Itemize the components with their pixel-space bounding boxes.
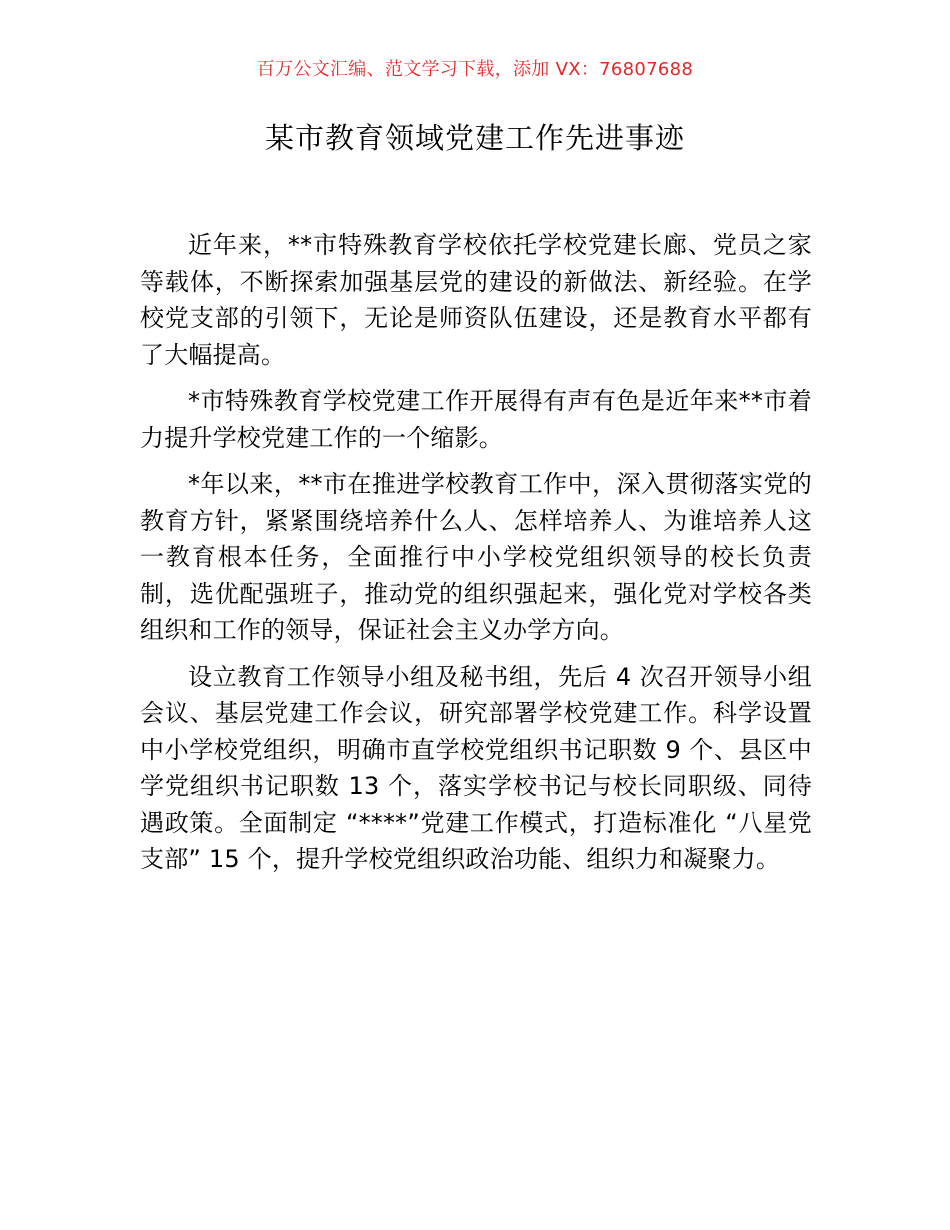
document-body: [140, 227, 812, 888]
header-watermark: 百万公文汇编、范文学习下载，添加 VX：76807688: [256, 59, 694, 80]
paragraph-2: *市特殊教育学校党建工作开展得有声有色是近年来**市着力提升学校党建工作的一个缩影。: [140, 387, 812, 452]
paragraph-3: *年以来，**市在推进学校教育工作中，深入贯彻落实党的教育方针，紧紧围绕培养什么人、怎样培养人、为谁培养人这一教育根本任务，全面推行中小学校党组织领导的校长负责制，选优配强班子，推动党的组织强起来，强化党对学校各类组织和工作的领导，保证社会主义办学方向。: [140, 470, 812, 644]
paragraph-4: 设立教育工作领导小组及秘书组，先后 4 次召开领导小组会议、基层党建工作会议，研究部署学校党建工作。科学设置中小学校党组织，明确市直学校党组织书记职数 9 个、县区中学党组织书记职数 13 个，落实学校书记与校长同职级、同待遇政策。全面制定 “****”党建工作模式，打造标准化 “八星党支部” 15 个，提升学校党组织政治功能、组织力和凝聚力。: [140, 662, 812, 873]
document-title: 某市教育领域党建工作先进事迹: [264, 121, 685, 155]
paragraph-1: 近年来，**市特殊教育学校依托学校党建长廊、党员之家等载体，不断探索加强基层党的建设的新做法、新经验。在学校党支部的引领下，无论是师资队伍建设，还是教育水平都有了大幅提高。: [140, 231, 812, 369]
